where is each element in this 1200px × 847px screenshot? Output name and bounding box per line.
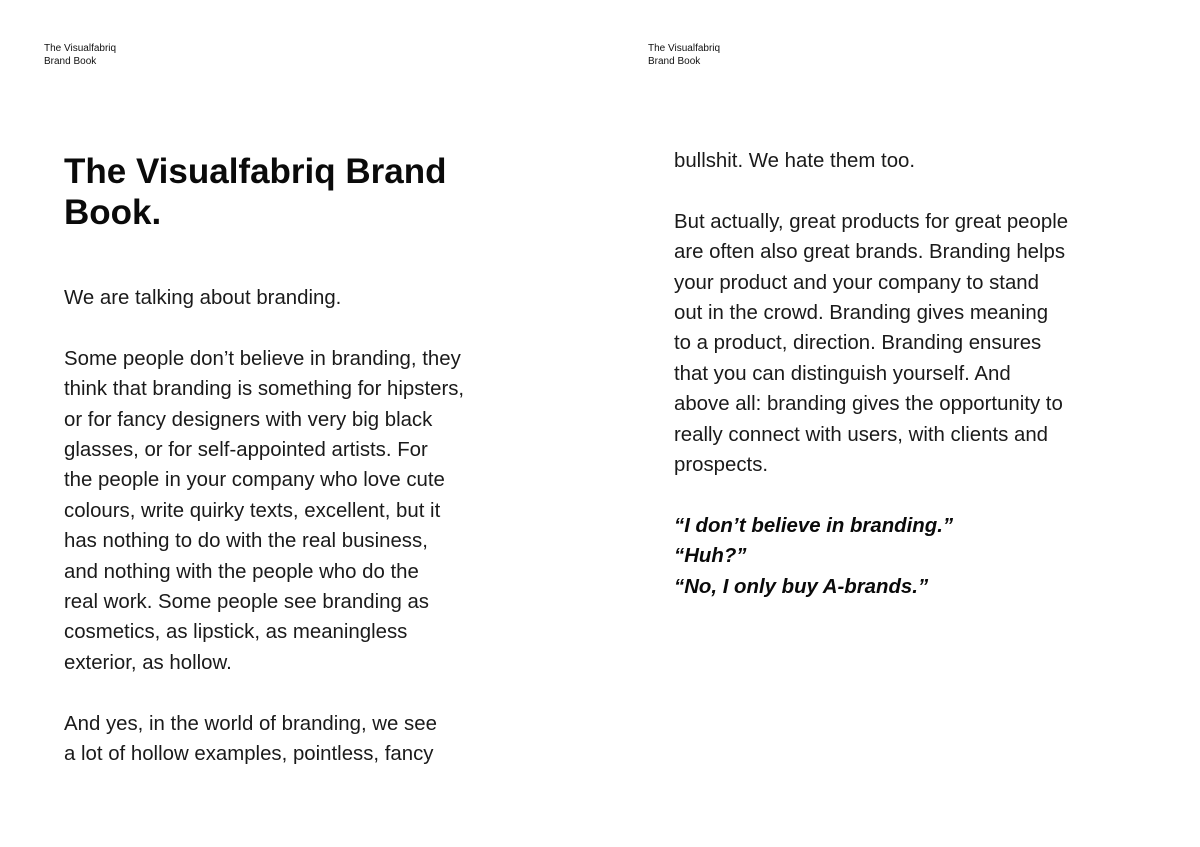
text-line: the people in your company who love cute xyxy=(64,469,445,492)
title-line-1: The Visualfabriq Brand xyxy=(64,152,447,191)
running-head-line2: Brand Book xyxy=(648,55,701,67)
pull-quote xyxy=(674,511,1114,602)
paragraph-continuation xyxy=(674,146,1114,176)
text-line: colours, write quirky texts, excellent, but it xyxy=(64,499,441,522)
running-head-line1: The Visualfabriq xyxy=(648,43,721,54)
title-line-2: Book. xyxy=(64,193,162,232)
text-line: out in the crowd. Branding gives meaning xyxy=(674,302,1049,325)
paragraph-intro xyxy=(64,283,504,313)
left-body-text xyxy=(64,283,504,800)
text-line: We are talking about branding. xyxy=(64,287,342,309)
text-line: bullshit. We hate them too. xyxy=(674,150,916,172)
text-line: that you can distinguish yourself. And xyxy=(674,362,1011,385)
quote-line: “Huh?” xyxy=(674,545,747,568)
running-head-line2: Brand Book xyxy=(44,55,97,67)
text-line: are often also great brands. Branding helps xyxy=(674,241,1066,264)
document-title xyxy=(64,151,504,233)
text-line: or for fancy designers with very big black xyxy=(64,408,433,431)
text-line: glasses, or for self-appointed artists. For xyxy=(64,439,428,462)
text-line: But actually, great products for great people xyxy=(674,210,1069,233)
paragraph-skeptics xyxy=(64,344,504,678)
text-line: a lot of hollow examples, pointless, fancy xyxy=(64,743,434,766)
paragraph-hollow-examples xyxy=(64,709,504,770)
text-line: and nothing with the people who do the xyxy=(64,560,419,583)
text-line: think that branding is something for hipsters, xyxy=(64,378,465,401)
text-line: really connect with users, with clients and xyxy=(674,423,1049,446)
running-head-line1: The Visualfabriq xyxy=(44,43,117,54)
text-line: real work. Some people see branding as xyxy=(64,591,429,614)
text-line: exterior, as hollow. xyxy=(64,651,232,674)
running-head-left xyxy=(44,43,116,68)
text-line: your product and your company to stand xyxy=(674,271,1039,294)
right-page xyxy=(600,0,1200,847)
text-line: And yes, in the world of branding, we see xyxy=(64,712,437,735)
text-line: prospects. xyxy=(674,454,769,477)
text-line: has nothing to do with the real business, xyxy=(64,530,428,553)
paragraph-great-brands xyxy=(674,207,1114,481)
text-line: Some people don’t believe in branding, they xyxy=(64,347,461,370)
text-line: to a product, direction. Branding ensures xyxy=(674,332,1042,355)
quote-line: “No, I only buy A-brands.” xyxy=(674,575,929,598)
text-line: above all: branding gives the opportunity to xyxy=(674,393,1063,416)
right-body-text xyxy=(674,146,1114,632)
text-line: cosmetics, as lipstick, as meaningless xyxy=(64,621,408,644)
running-head-right xyxy=(648,43,720,68)
quote-line: “I don’t believe in branding.” xyxy=(674,514,954,537)
